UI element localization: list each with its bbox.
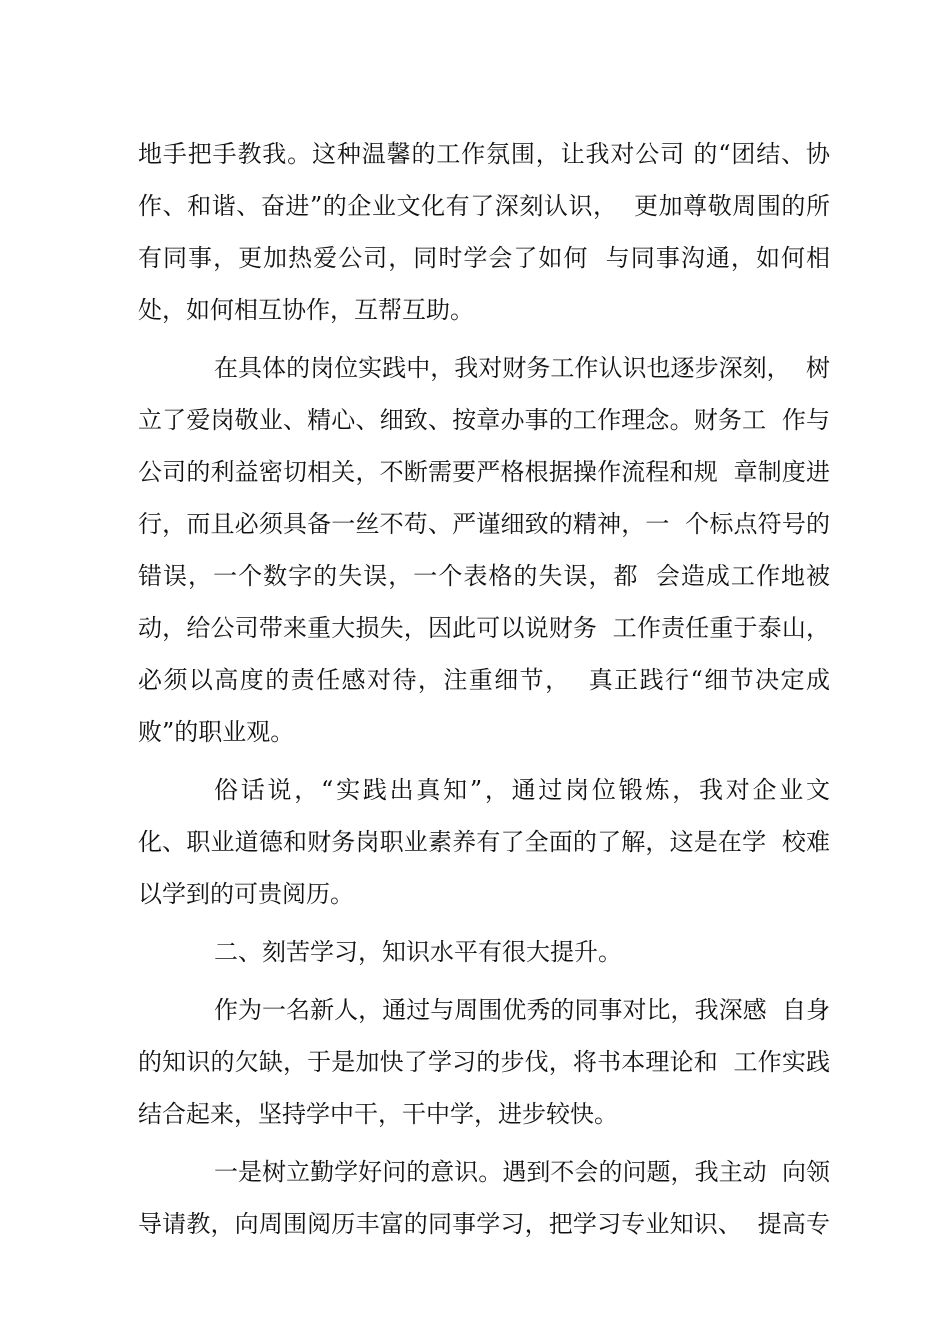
text-line: 败”的职业观。 — [138, 718, 295, 746]
text-line: 地手把手教我。这种温馨的工作氛围，让我对公司 的“团结、协 — [138, 140, 830, 168]
paragraph — [138, 1149, 830, 1253]
text-line: 作、和谐、奋进”的企业文化有了深刻认识， 更加尊敬周围的所 — [138, 192, 830, 220]
text-line: 公司的利益密切相关，不断需要严格根据操作流程和规 章制度进 — [138, 458, 830, 486]
text-line: 俗话说，“实践出真知”，通过岗位锻炼，我对企业文 — [214, 776, 830, 804]
text-line: 作为一名新人，通过与周围优秀的同事对比，我深感 自身 — [214, 996, 830, 1024]
text-line: 结合起来，坚持学中干，干中学，进步较快。 — [138, 1100, 618, 1128]
paragraph — [138, 345, 830, 761]
text-line: 动，给公司带来重大损失，因此可以说财务 工作责任重于泰山， — [138, 614, 830, 642]
text-line: 在具体的岗位实践中，我对财务工作认识也逐步深刻， 树 — [214, 354, 830, 382]
text-line: 的知识的欠缺，于是加快了学习的步伐，将书本理论和 工作实践 — [138, 1048, 830, 1076]
text-line: 处，如何相互协作，互帮互助。 — [138, 296, 474, 324]
text-line: 立了爱岗敬业、精心、细致、按章办事的工作理念。财务工 作与 — [138, 406, 830, 434]
paragraph — [138, 987, 830, 1143]
heading-line: 二、刻苦学习，知识水平有很大提升。 — [214, 938, 622, 966]
text-line: 一是树立勤学好问的意识。遇到不会的问题，我主动 向领 — [214, 1158, 830, 1186]
document-body — [138, 131, 830, 1253]
text-line: 导请教，向周围阅历丰富的同事学习，把学习专业知识、 提高专 — [138, 1210, 830, 1238]
text-line: 以学到的可贵阅历。 — [138, 880, 354, 908]
text-line: 行，而且必须具备一丝不苟、严谨细致的精神，一 个标点符号的 — [138, 510, 830, 538]
text-line: 必须以高度的责任感对待，注重细节， 真正践行“细节决定成 — [138, 666, 830, 694]
section-heading — [138, 929, 830, 981]
text-line: 有同事，更加热爱公司，同时学会了如何 与同事沟通，如何相 — [138, 244, 830, 272]
paragraph — [138, 131, 830, 339]
text-line: 化、职业道德和财务岗职业素养有了全面的了解，这是在学 校难 — [138, 828, 830, 856]
paragraph — [138, 767, 830, 923]
text-line: 错误，一个数字的失误，一个表格的失误，都 会造成工作地被 — [138, 562, 830, 590]
